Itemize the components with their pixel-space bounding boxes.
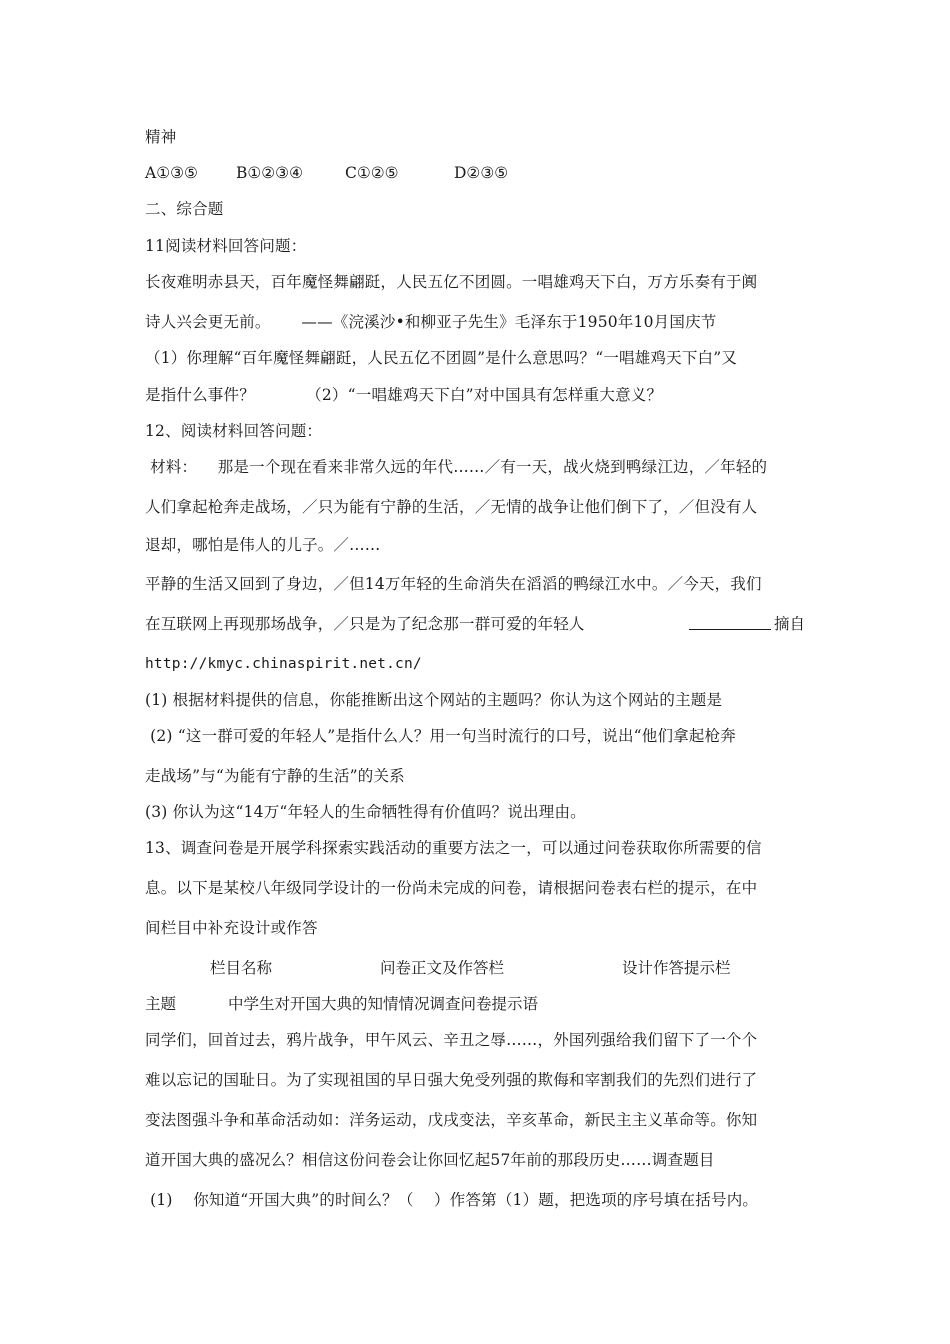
- option-c: C①②⑤: [345, 164, 399, 182]
- questionnaire-intro: 难以忘记的国耻日。为了实现祖国的早日强大免受列强的欺侮和宰割我们的先烈们进行了: [145, 1071, 758, 1089]
- answer-blank[interactable]: [689, 614, 773, 635]
- poem-line: 诗人兴会更无前。 ——《浣溪沙•和柳亚子先生》毛泽东于1950年10月国庆节: [145, 313, 717, 331]
- option-b: B①②③④: [236, 164, 303, 182]
- option-d: D②③⑤: [454, 164, 509, 182]
- question-12-title: 12、阅读材料回答问题：: [145, 422, 323, 440]
- question-12-sub: (3) 你认为这“14万“年轻人的生命牺牲得有价值吗？说出理由。: [145, 803, 586, 821]
- question-13-line: 13、调查问卷是开展学科探索实践活动的重要方法之一，可以通过问卷获取你所需要的信: [145, 839, 762, 857]
- question-12-sub: (2) “这一群可爱的年轻人”是指什么人？用一句当时流行的口号，说出“他们拿起枪奔: [145, 727, 736, 745]
- questionnaire-intro: 道开国大典的盛况么？相信这份问卷会让你回忆起57年前的那段历史……调查题目: [145, 1151, 715, 1169]
- question-12-sub: 走战场”与“为能有宁静的生活”的关系: [145, 767, 405, 785]
- material-line: 材料： 那是一个现在看来非常久远的年代……／有一天，战火烧到鸭绿江边，／年轻的: [145, 458, 768, 476]
- section-heading: 二、综合题: [145, 200, 224, 218]
- table-header-col1: 栏目名称: [210, 959, 273, 977]
- theme-label: 主题: [145, 995, 177, 1013]
- question-12-sub: (1) 根据材料提供的信息，你能推断出这个网站的主题吗？你认为这个网站的主题是: [145, 691, 723, 709]
- question-13-line: 息。以下是某校八年级同学设计的一份尚未完成的问卷，请根据问卷表右栏的提示，在中: [145, 879, 758, 897]
- option-a: A①③⑤: [145, 164, 198, 182]
- material-line: 平静的生活又回到了身边，／但14万年轻的生命消失在滔滔的鸭绿江水中。／今天，我们: [145, 575, 762, 593]
- question-11-title: 11阅读材料回答问题：: [145, 237, 307, 255]
- material-line: 退却，哪怕是伟人的儿子。／……: [145, 536, 381, 554]
- material-line: 人们拿起枪奔走战场，／只为能有宁静的生活，／无情的战争让他们倒下了，／但没有人: [145, 498, 758, 516]
- website-url: http://kmyc.chinaspirit.net.cn/: [145, 656, 422, 672]
- excerpt-source: 摘自: [774, 615, 806, 633]
- question-13-line: 间栏目中补充设计或作答: [145, 919, 318, 937]
- question-11-sub: （1）你理解“百年魔怪舞翩跹，人民五亿不团圆”是什么意思吗？“一唱雄鸡天下白”又: [145, 349, 738, 367]
- questionnaire-intro: 同学们，回首过去，鸦片战争，甲午风云、辛丑之辱……，外国列强给我们留下了一个个: [145, 1031, 758, 1049]
- table-header-col2: 问卷正文及作答栏: [380, 959, 505, 977]
- theme-text: 中学生对开国大典的知情情况调查问卷提示语: [228, 995, 539, 1013]
- material-line: 在互联网上再现那场战争，／只是为了纪念那一群可爱的年轻人: [145, 615, 585, 633]
- text-line: 精神: [145, 128, 177, 146]
- poem-line: 长夜难明赤县天，百年魔怪舞翩跹，人民五亿不团圆。一唱雄鸡天下白，万方乐奏有于阗: [145, 273, 758, 291]
- table-header-col3: 设计作答提示栏: [622, 959, 731, 977]
- questionnaire-intro: 变法图强斗争和革命活动如：洋务运动，戊戌变法，辛亥革命，新民主主义革命等。你知: [145, 1111, 758, 1129]
- question-11-sub: 是指什么事件？ （2）“一唱雄鸡天下白”对中国具有怎样重大意义？: [145, 386, 663, 404]
- survey-question-1: (1) 你知道“开国大典”的时间么？（ ）作答第（1）题，把选项的序号填在括号内。: [145, 1191, 759, 1209]
